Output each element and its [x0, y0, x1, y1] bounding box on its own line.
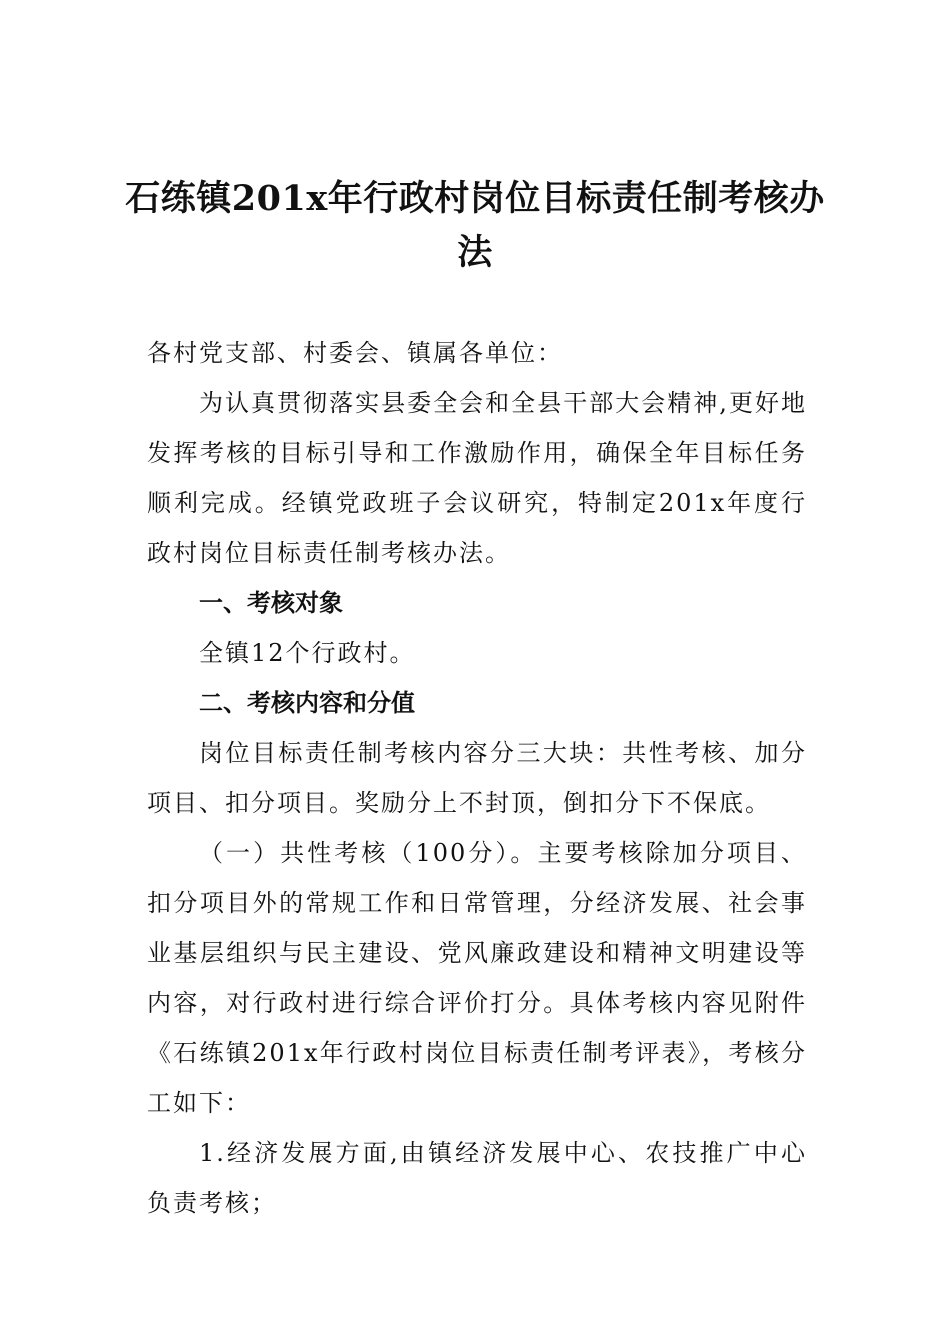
section-heading-assessment-target: 一、考核对象: [199, 589, 343, 617]
document-body: [147, 328, 807, 1228]
document-title: 石练镇201x年行政村岗位目标责任制考核办法: [125, 178, 825, 273]
section-heading-content-and-score: 二、考核内容和分值: [199, 689, 415, 717]
intro-paragraph: 为认真贯彻落实县委全会和全县干部大会精神,更好地发挥考核的目标引导和工作激励作用，确保全年目标任务顺利完成。经镇党政班子会议研究，特制定201x年度行政村岗位目标责任制考核办法。: [147, 389, 807, 567]
content-and-score-paragraph: 岗位目标责任制考核内容分三大块：共性考核、加分项目、扣分项目。奖励分上不封顶，倒扣分下不保底。: [147, 739, 807, 817]
salutation: 各村党支部、村委会、镇属各单位：: [147, 339, 563, 367]
economic-development-item: 1.经济发展方面,由镇经济发展中心、农技推广中心负责考核；: [147, 1139, 807, 1217]
common-assessment-paragraph: （一）共性考核（100分）。主要考核除加分项目、扣分项目外的常规工作和日常管理，分经济发展、社会事业基层组织与民主建设、党风廉政建设和精神文明建设等内容，对行政村进行综合评价打分。具体考核内容见附件《石练镇201x年行政村岗位目标责任制考评表》，考核分工如下：: [147, 839, 807, 1117]
assessment-target-paragraph: 全镇12个行政村。: [199, 639, 416, 667]
